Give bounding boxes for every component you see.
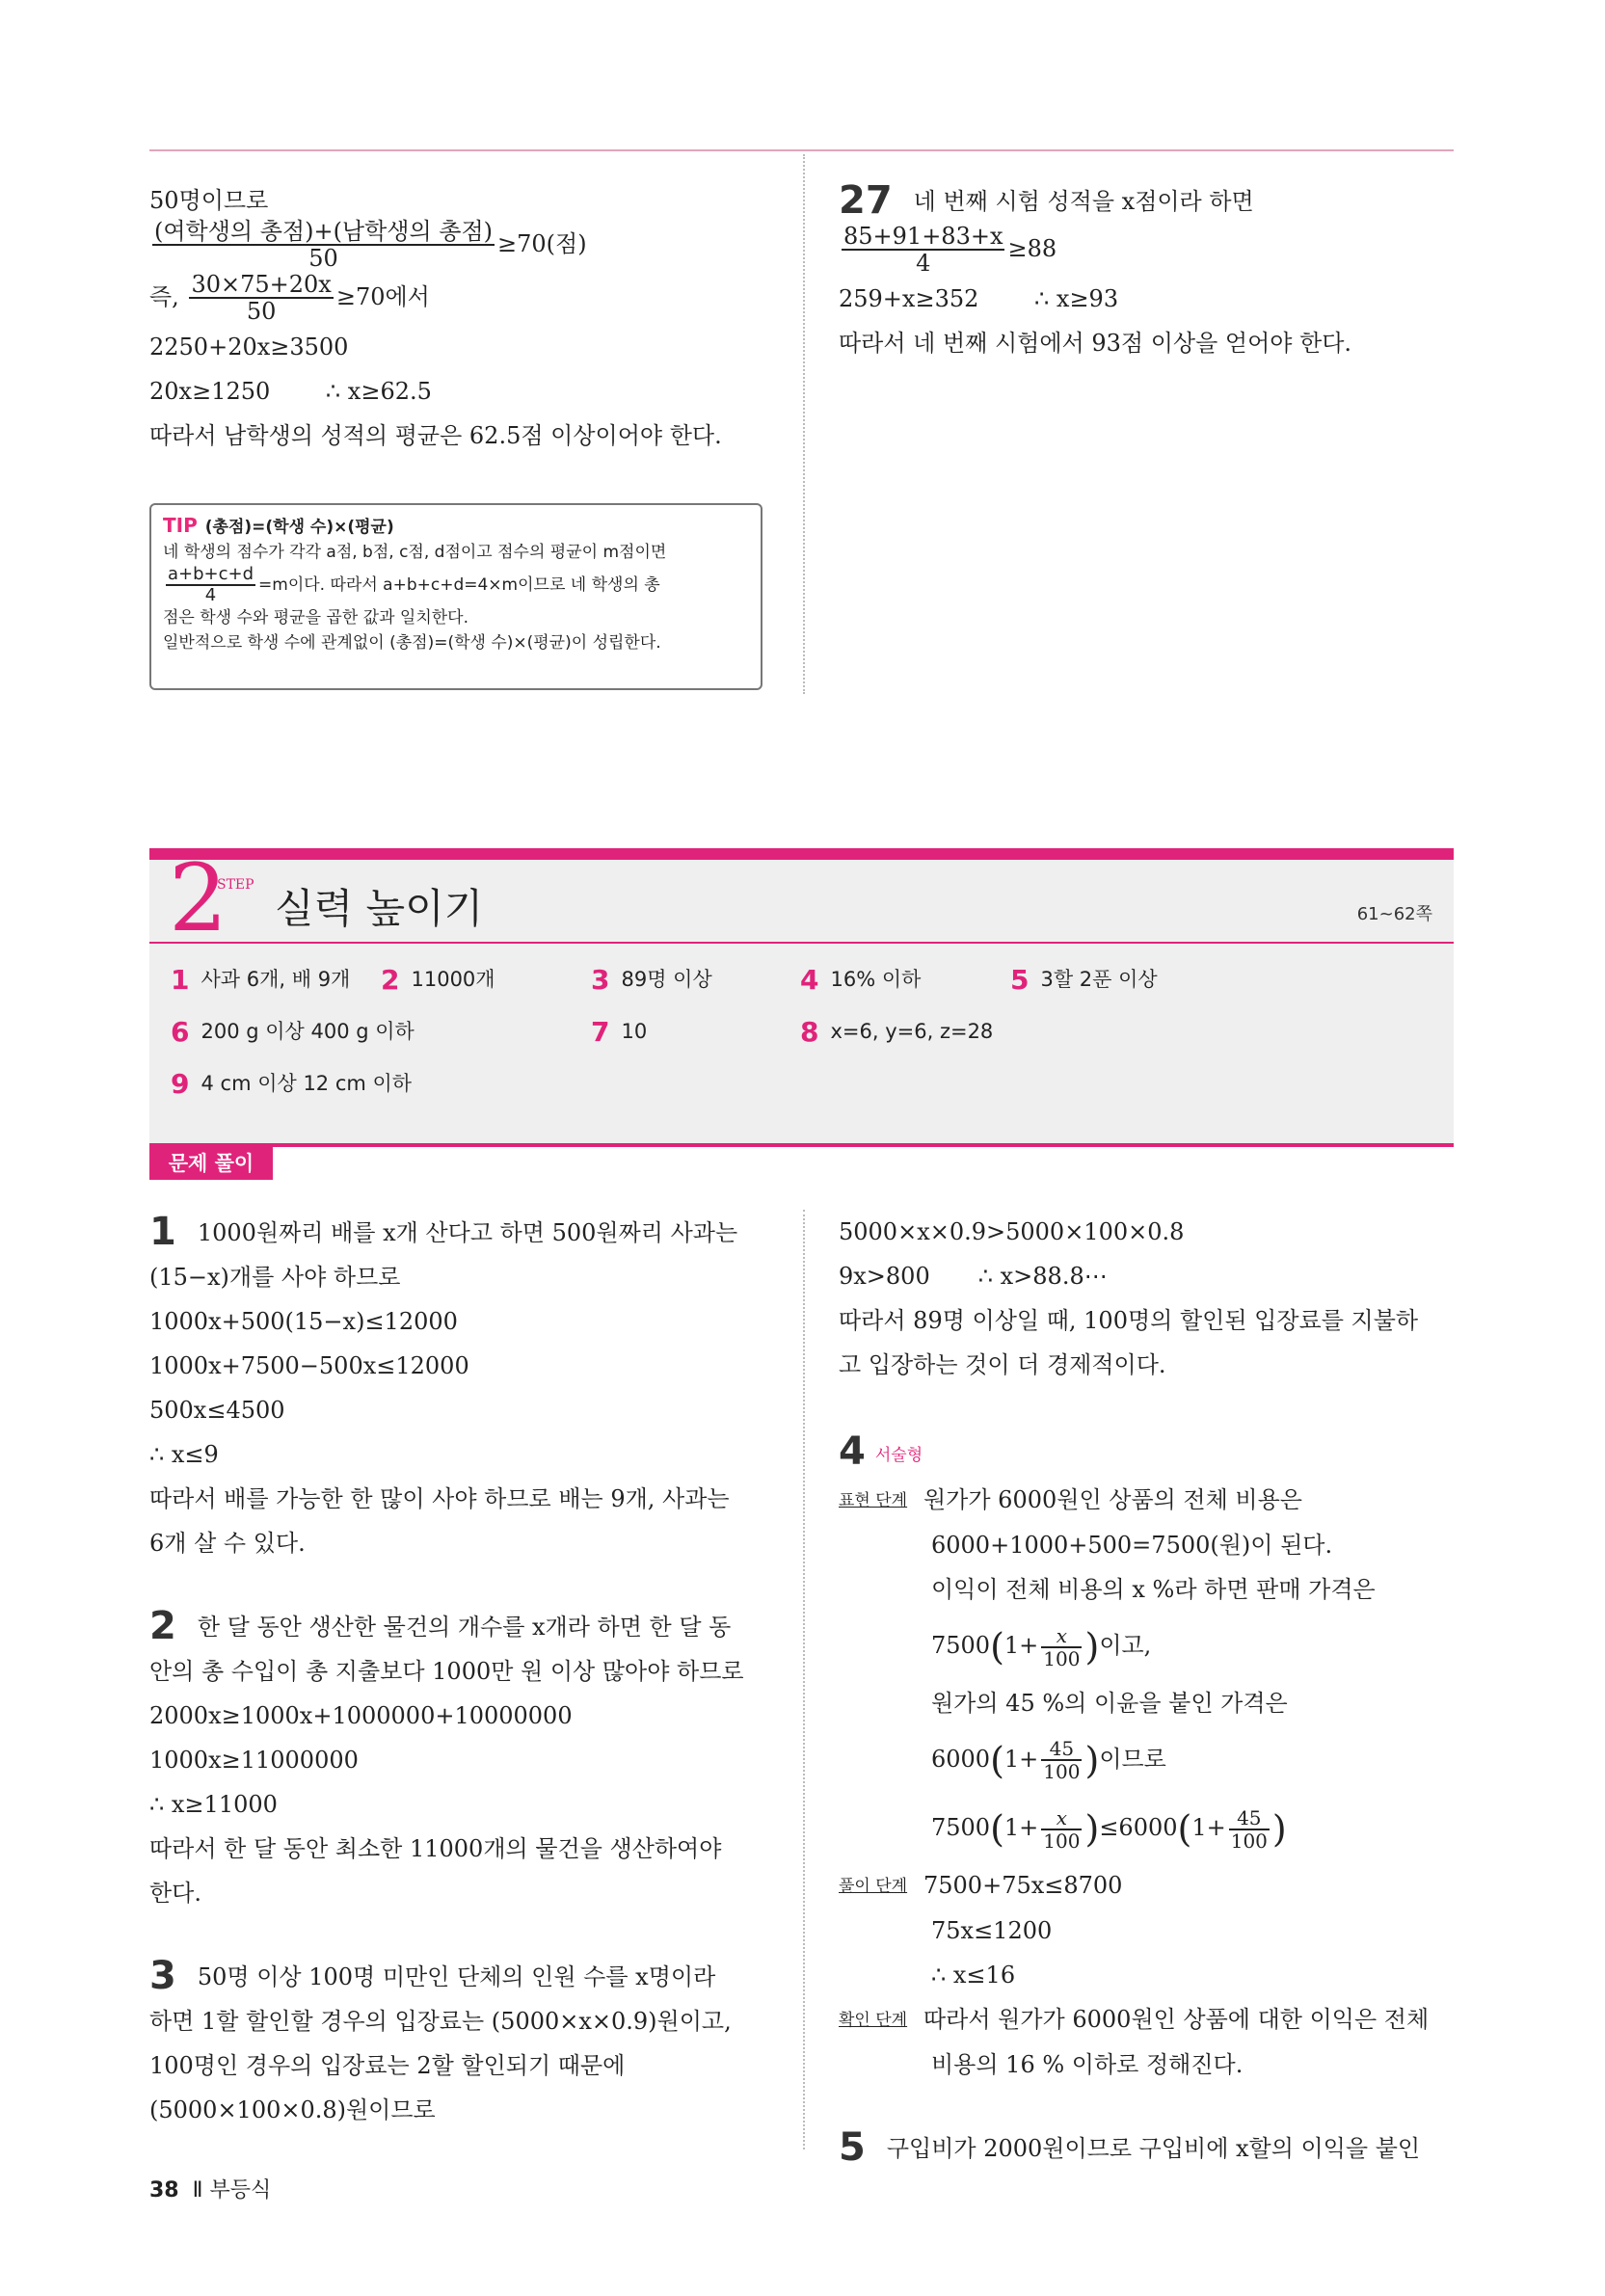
answer-number: 1: [171, 964, 190, 996]
text-line: [839, 1429, 1456, 1478]
spacer: [839, 1387, 1456, 1429]
answer-item: [171, 1016, 415, 1048]
text-line: [839, 2125, 1456, 2171]
fraction-denominator: 100: [1043, 1760, 1081, 1783]
step-bottom-band: [149, 1143, 1454, 1147]
stage-label: 확인 단계: [839, 2010, 908, 2030]
problem-number: 4: [839, 1429, 866, 1474]
fraction: [1041, 1738, 1082, 1782]
text: 따라서 원가가 6000원인 상품에 대한 이익은 전체: [923, 2005, 1430, 2033]
fraction-line: [149, 272, 766, 325]
text: 1+: [1003, 1745, 1039, 1773]
tip-line: 점은 학생 수와 평균을 곱한 값과 일치한다.: [163, 607, 469, 627]
fraction-denominator: 100: [1043, 1646, 1081, 1670]
column-divider-top: [803, 154, 805, 694]
fraction: [1041, 1625, 1082, 1669]
text: 네 번째 시험 성적을 x점이라 하면: [913, 188, 1254, 215]
fraction-rhs: ≥70에서: [335, 282, 430, 310]
fraction: [166, 565, 255, 605]
fraction-numerator: x: [1041, 1625, 1082, 1648]
page-number: 38: [149, 2178, 179, 2203]
tip-line: [163, 565, 749, 605]
text: 1+: [1191, 1814, 1226, 1841]
fraction-denominator: 100: [1230, 1829, 1268, 1853]
text: 259+x≥352: [839, 284, 979, 312]
text: 원가가 6000원인 상품의 전체 비용은: [923, 1486, 1302, 1513]
stage-label: 표현 단계: [839, 1491, 908, 1510]
text-line: [149, 1210, 766, 1255]
answer-number: 5: [1010, 964, 1030, 996]
answer-item: [591, 964, 712, 996]
fraction-denominator: 4: [916, 250, 931, 278]
text-line: ∴ x≤9: [149, 1441, 219, 1468]
text: 1+: [1003, 1814, 1039, 1841]
text: ∴ x≥62.5: [325, 377, 432, 405]
problem-number: 5: [839, 2124, 866, 2170]
text: 7500+75x≤8700: [923, 1871, 1123, 1899]
fraction-rhs: ≥70(점): [497, 229, 587, 257]
answer-number: 2: [381, 964, 400, 996]
problem-27-solution: [839, 178, 1456, 365]
fraction-line: 7500(1+ $\frac{x}{100}$ )이고,: [931, 1623, 1152, 1670]
answer-number: 3: [591, 964, 610, 996]
solutions-left-column: [149, 1210, 766, 2132]
text-line: 5000×x×0.9>5000×100×0.8: [839, 1218, 1185, 1245]
text-line: (15−x)개를 사야 하므로: [149, 1264, 401, 1291]
answer-text: 11000개: [411, 968, 495, 991]
problem-number: 27: [839, 178, 893, 223]
text: 이고,: [1099, 1632, 1152, 1659]
fraction: [1229, 1807, 1270, 1852]
text-line: 1000x+7500−500x≤12000: [149, 1352, 469, 1379]
fraction-line: 7500(1+ $\frac{x}{100}$ )≤6000(1+ $\frac{45}{100}$ ): [931, 1805, 1287, 1853]
text-line: 안의 총 수입이 총 지출보다 1000만 원 이상 많아야 하므로: [149, 1658, 744, 1685]
text-line: 500x≤4500: [149, 1397, 285, 1424]
spacer: [149, 1565, 766, 1604]
text-line: [839, 1997, 1456, 2042]
answer-text: 200 g 이상 400 g 이하: [201, 1020, 415, 1043]
text: ∴ x≥93: [1034, 284, 1119, 312]
fraction-line: [839, 224, 1456, 277]
text: 7500: [931, 1814, 991, 1841]
text: 1000원짜리 배를 x개 산다고 하면 500원짜리 사과는: [197, 1219, 738, 1246]
answer-text: 사과 6개, 배 9개: [201, 968, 351, 991]
answer-text: 3할 2푼 이상: [1040, 968, 1158, 991]
text: 즉,: [149, 282, 179, 310]
step-section: [149, 844, 1454, 1147]
tip-line: 네 학생의 점수가 각각 a점, b점, c점, d점이고 점수의 평균이 m점이면: [163, 543, 667, 562]
fraction-denominator: 100: [1043, 1829, 1081, 1853]
answer-text: 16% 이하: [830, 968, 922, 991]
answer-number: 8: [800, 1016, 819, 1048]
fraction-numerator: 30×75+20x: [191, 270, 332, 298]
text: 20x≥1250: [149, 377, 271, 405]
answer-text: x=6, y=6, z=28: [830, 1020, 994, 1043]
fraction-line: [149, 219, 766, 272]
fraction-denominator: 50: [308, 245, 338, 273]
answer-item: [800, 1016, 993, 1048]
answer-number: 7: [591, 1016, 610, 1048]
text: 1+: [1003, 1632, 1039, 1659]
text: 구입비가 2000원이므로 구입비에 x할의 이익을 붙인: [886, 2134, 1421, 2162]
problem-number: 2: [149, 1604, 176, 1648]
text-line: 6개 살 수 있다.: [149, 1530, 306, 1557]
fraction-numerator: 45: [1041, 1738, 1082, 1761]
answer-text: 4 cm 이상 12 cm 이하: [201, 1072, 413, 1095]
text-line: 이익이 전체 비용의 x %라 하면 판매 가격은: [931, 1576, 1376, 1603]
answer-item: [591, 1016, 647, 1048]
text-line: (5000×100×0.8)원이므로: [149, 2096, 436, 2123]
fraction-rhs: ≥88: [1007, 234, 1057, 262]
text-line: 따라서 한 달 동안 최소한 11000개의 물건을 생산하여야: [149, 1835, 722, 1862]
answer-text: 89명 이상: [621, 968, 712, 991]
text: 50명 이상 100명 미만인 단체의 인원 수를 x명이라: [197, 1963, 716, 1990]
text-line: 원가의 45 %의 이윤을 붙인 가격은: [931, 1689, 1288, 1717]
fraction: [152, 219, 495, 272]
step-top-band: [149, 848, 1454, 860]
text-line: 1000x≥11000000: [149, 1747, 359, 1774]
column-divider-bottom: [803, 1210, 805, 2149]
step-word: STEP: [217, 877, 254, 893]
fraction-numerator: 85+91+83+x: [843, 223, 1003, 250]
answer-item: [171, 964, 350, 996]
fraction: [1041, 1807, 1082, 1852]
fraction: [842, 224, 1004, 277]
text-line: 한다.: [149, 1880, 201, 1907]
spacer: [839, 2087, 1456, 2125]
answer-item: [381, 964, 495, 996]
text: 이므로: [1099, 1745, 1166, 1773]
text-line: ∴ x≥11000: [149, 1791, 278, 1818]
fraction-numerator: x: [1041, 1807, 1082, 1830]
text-line: 따라서 배를 가능한 한 많이 사야 하므로 배는 9개, 사과는: [149, 1485, 730, 1512]
answer-number: 9: [171, 1068, 190, 1100]
text: 7500: [931, 1632, 991, 1659]
page-footer: [149, 2174, 271, 2203]
solutions-right-column: [839, 1210, 1456, 2171]
fraction-line: 6000(1+ $\frac{45}{100}$ )이므로: [931, 1737, 1166, 1783]
page-reference: 61~62쪽: [1356, 904, 1432, 924]
section-name: Ⅱ 부등식: [192, 2178, 272, 2203]
top-rule: [149, 149, 1454, 151]
text-line: 따라서 남학생의 성적의 평균은 62.5점 이상이어야 한다.: [149, 421, 722, 449]
fraction: [189, 272, 333, 325]
text-line: 하면 1할 할인할 경우의 입장료는 (5000×x×0.9)원이고,: [149, 2008, 732, 2035]
answer-item: [171, 1068, 412, 1100]
answer-item: [1010, 964, 1158, 996]
text: 9x>800: [839, 1263, 930, 1290]
fraction-numerator: 45: [1229, 1807, 1270, 1830]
text-line: 따라서 89명 이상일 때, 100명의 할인된 입장료를 지불하: [839, 1307, 1419, 1334]
text-line: [149, 369, 766, 414]
text: 6000: [931, 1745, 991, 1773]
text: 한 달 동안 생산한 물건의 개수를 x개라 하면 한 달 동: [197, 1614, 732, 1641]
text-line: 고 입장하는 것이 더 경제적이다.: [839, 1351, 1166, 1378]
text-line: 50명이므로: [149, 187, 269, 214]
step-title: 실력 높이기: [275, 885, 484, 932]
text-line: [839, 1254, 1456, 1298]
fraction-denominator: 50: [246, 298, 277, 326]
tip-label: TIP: [163, 514, 198, 537]
text-line: [839, 1863, 1456, 1909]
text-line: [839, 178, 1456, 224]
step-header: [149, 844, 1454, 952]
text: ∴ x>88.8⋯: [977, 1263, 1108, 1290]
essay-type-tag: 서술형: [874, 1446, 923, 1465]
text-line: ∴ x≤16: [931, 1961, 1016, 1989]
text-line: [839, 277, 1456, 321]
answer-text: 10: [621, 1020, 648, 1043]
problem-26-solution: [149, 178, 766, 458]
text-line: 100명인 경우의 입장료는 2할 할인되기 때문에: [149, 2052, 626, 2079]
text-line: 따라서 네 번째 시험에서 93점 이상을 얻어야 한다.: [839, 329, 1352, 357]
tip-box: [149, 503, 762, 690]
answer-item: [800, 964, 921, 996]
tip-line: 일반적으로 학생 수에 관계없이 (총점)=(학생 수)×(평균)이 성립한다.: [163, 632, 661, 653]
text-line: 2000x≥1000x+1000000+10000000: [149, 1702, 573, 1729]
fraction-denominator: 4: [204, 584, 217, 605]
text-line: 비용의 16 % 이하로 정해진다.: [931, 2050, 1244, 2078]
fraction-numerator: a+b+c+d: [168, 564, 254, 584]
fraction-numerator: (여학생의 총점)+(남학생의 총점): [154, 218, 494, 245]
spacer: [149, 1915, 766, 1954]
text-line: 75x≤1200: [931, 1916, 1053, 1944]
problem-number: 3: [149, 1954, 176, 1998]
text-line: [149, 1604, 766, 1649]
text-line: [149, 1954, 766, 1999]
problem-number: 1: [149, 1210, 176, 1254]
tip-title: (총점)=(학생 수)×(평균): [204, 518, 394, 537]
text: =m이다. 따라서 a+b+c+d=4×m이므로 네 학생의 총: [258, 574, 660, 595]
text-line: [839, 1478, 1456, 1523]
text-line: 2250+20x≥3500: [149, 333, 349, 360]
answer-number: 4: [800, 964, 819, 996]
text: ≤6000: [1099, 1814, 1178, 1841]
text-line: 6000+1000+500=7500(원)이 된다.: [931, 1532, 1333, 1559]
stage-label: 풀이 단계: [839, 1876, 908, 1896]
step-number: 2: [169, 844, 228, 952]
solution-tab: 문제 풀이: [149, 1147, 273, 1180]
text-line: 1000x+500(15−x)≤12000: [149, 1308, 458, 1335]
answer-number: 6: [171, 1016, 190, 1048]
